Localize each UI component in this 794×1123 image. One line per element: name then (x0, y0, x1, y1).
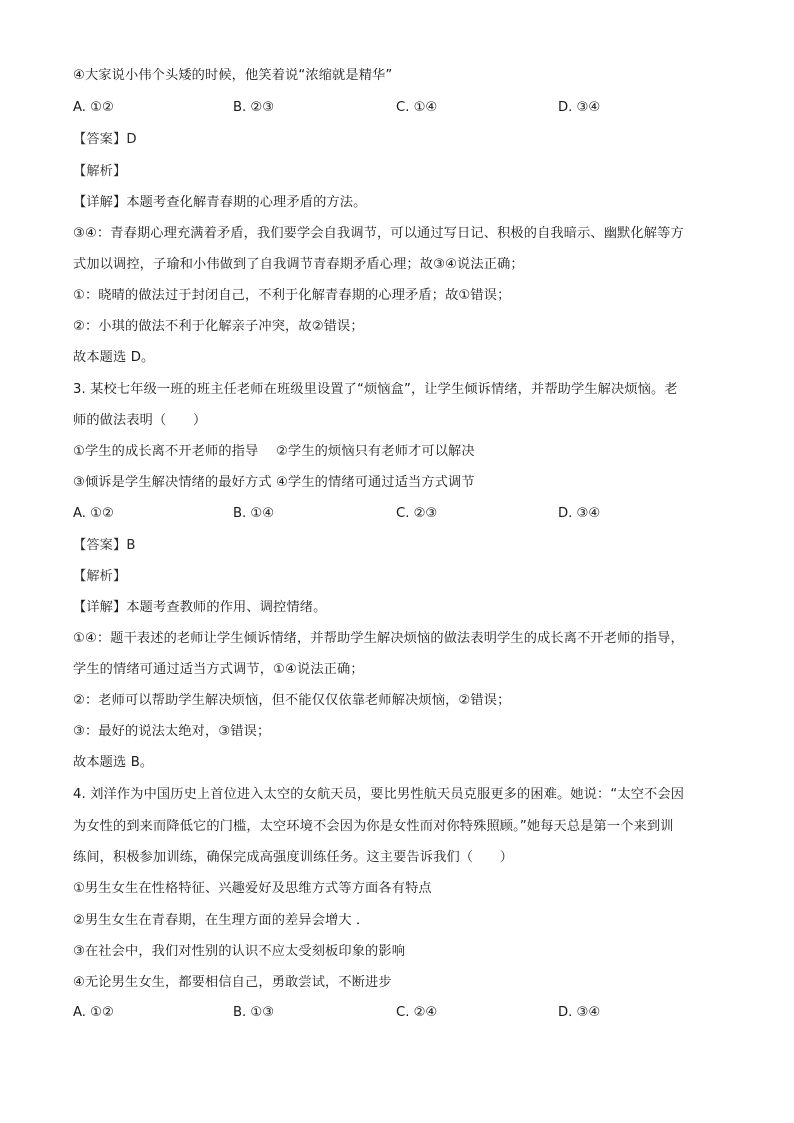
q4-statement-1: ①男生女生在性格特征、兴趣爱好及思维方式等方面各有特点 (73, 881, 432, 896)
q2-analysis-heading: 【解析】 (73, 164, 127, 179)
q4-option-b: B. ①③ (233, 1005, 275, 1020)
q4-option-d: D. ③④ (558, 1005, 601, 1020)
q4-statement-2: ②男生女生在青春期，在生理方面的差异会增大 ． (73, 913, 370, 928)
q3-detail: 【详解】本题考查教师的作用、调控情绪。 (73, 600, 327, 615)
q3-explanation-1-line-1: ①④：题干表述的老师让学生倾诉情绪，并帮助学生解决烦恼的做法表明学生的成长离不开老师的指导， (73, 631, 684, 646)
q3-stem-line-1: 3. 某校七年级一班的班主任老师在班级里设置了“烦恼盒”，让学生倾诉情绪，并帮助学生解决烦恼。老 (73, 382, 678, 397)
q4-stem-line-1: 4. 刘洋作为中国历史上首位进入太空的女航天员，要比男性航天员克服更多的困难。她说：“太空不会因 (73, 787, 685, 802)
q2-option-c: C. ①④ (396, 100, 438, 115)
q2-statement-4: ④大家说小伟个头矮的时候，他笑着说“浓缩就是精华” (73, 68, 393, 83)
q3-explanation-3: ③：最好的说法太绝对，③错误； (73, 724, 271, 739)
q2-option-a: A. ①② (73, 100, 114, 115)
q3-option-a: A. ①② (73, 506, 114, 521)
q3-stem-line-2: 师的做法表明（ ） (73, 413, 207, 428)
q2-explanation-1-line-1: ③④：青春期心理充满着矛盾，我们要学会自我调节，可以通过写日记、积极的自我暗示、幽默化解等方 (73, 226, 684, 241)
q3-explanation-2: ②：老师可以帮助学生解决烦恼，但不能仅仅依靠老师解决烦恼，②错误； (73, 693, 511, 708)
q3-explanation-1-line-2: 学生的情绪可通过适当方式调节，①④说法正确； (73, 662, 364, 677)
q3-option-b: B. ①④ (233, 506, 275, 521)
q4-statement-4: ④无论男生女生，都要相信自己，勇敢尝试，不断进步 (73, 975, 392, 990)
q2-option-d: D. ③④ (558, 100, 601, 115)
q2-answer: 【答案】D (73, 132, 137, 147)
q3-statements-line-1: ①学生的成长离不开老师的指导 ②学生的烦恼只有老师才可以解决 (73, 444, 475, 459)
q4-stem-line-2: 为女性的到来而降低它的门槛，太空环境不会因为你是女性而对你特殊照顾。”她每天总是第一个来到训 (73, 819, 674, 834)
q3-statements-line-2: ③倾诉是学生解决情绪的最好方式 ④学生的情绪可通过适当方式调节 (73, 475, 475, 490)
q2-option-b: B. ②③ (233, 100, 275, 115)
q4-option-a: A. ①② (73, 1005, 114, 1020)
q3-option-c: C. ②③ (396, 506, 438, 521)
q2-explanation-1-line-2: 式加以调控，子瑜和小伟做到了自我调节青春期矛盾心理；故③④说法正确； (73, 257, 524, 272)
q2-explanation-3: ②：小琪的做法不利于化解亲子冲突，故②错误； (73, 319, 364, 334)
q3-conclusion: 故本题选 B。 (73, 755, 154, 770)
q4-stem-line-3: 练间，积极参加训练，确保完成高强度训练任务。这主要告诉我们（ ） (73, 850, 514, 865)
q3-option-d: D. ③④ (558, 506, 601, 521)
q2-explanation-2: ①：晓晴的做法过于封闭自己，不利于化解青春期的心理矛盾；故①错误； (73, 288, 511, 303)
q4-statement-3: ③在社会中，我们对性别的认识不应太受刻板印象的影响 (73, 944, 406, 959)
q2-conclusion: 故本题选 D。 (73, 350, 155, 365)
q3-analysis-heading: 【解析】 (73, 569, 127, 584)
q4-option-c: C. ②④ (396, 1005, 438, 1020)
q2-detail: 【详解】本题考查化解青春期的心理矛盾的方法。 (73, 195, 367, 210)
q3-answer: 【答案】B (73, 538, 136, 553)
